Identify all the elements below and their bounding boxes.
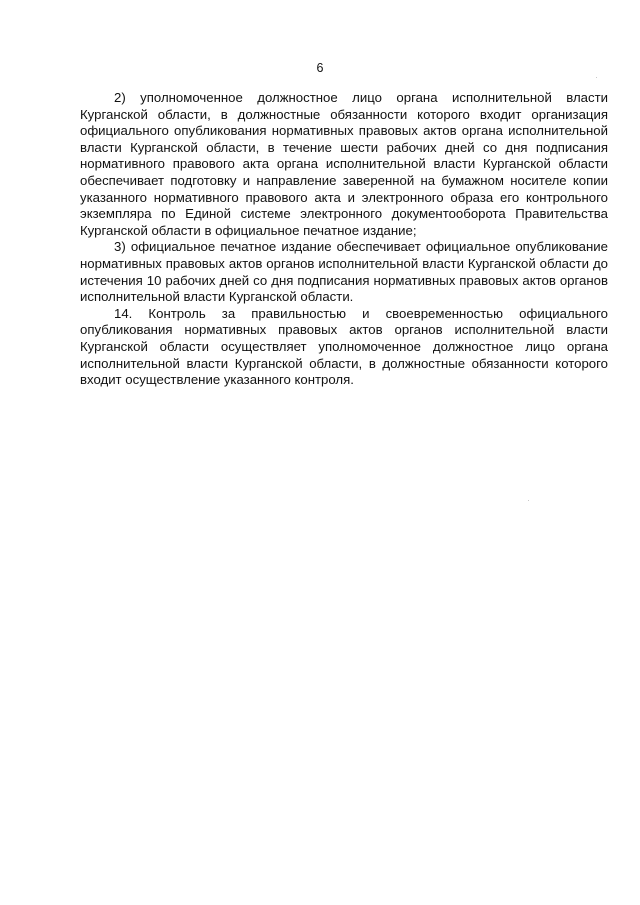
scan-speck [596,77,597,78]
document-body [80,90,608,389]
paragraph-item-3: 3) официальное печатное издание обеспечивает официальное опубликование нормативных правовых актов органов исполнительной власти Курганской области до истечения 10 рабочих дней со дня подписания нормативных правовых актов органов исполнительной власти Курганской области. [80,239,608,305]
scan-speck [528,500,529,501]
paragraph-section-14: 14. Контроль за правильностью и своевременностью официального опубликования нормативных правовых актов органов исполнительной власти Курганской области осуществляет уполномоченное должностное лицо органа исполнительной власти Курганской области, в должностные обязанности которого входит осуществление указанного контроля. [80,305,608,388]
page-number: 6 [316,61,324,75]
paragraph-item-2: 2) уполномоченное должностное лицо органа исполнительной власти Курганской области, в должностные обязанности которого входит организация официального опубликования нормативных правовых актов органа исполнительной власти Курганской области, в течение шести рабочих дней со дня подписания нормативного правового акта органа исполнительной власти Курганской области обеспечивает подготовку и направление заверенной на бумажном носителе копии указанного нормативного правового акта и электронного образа его контрольного экземпляра по Единой системе электронного документооборота Правительства Курганской области в официальное печатное издание; [80,90,608,238]
